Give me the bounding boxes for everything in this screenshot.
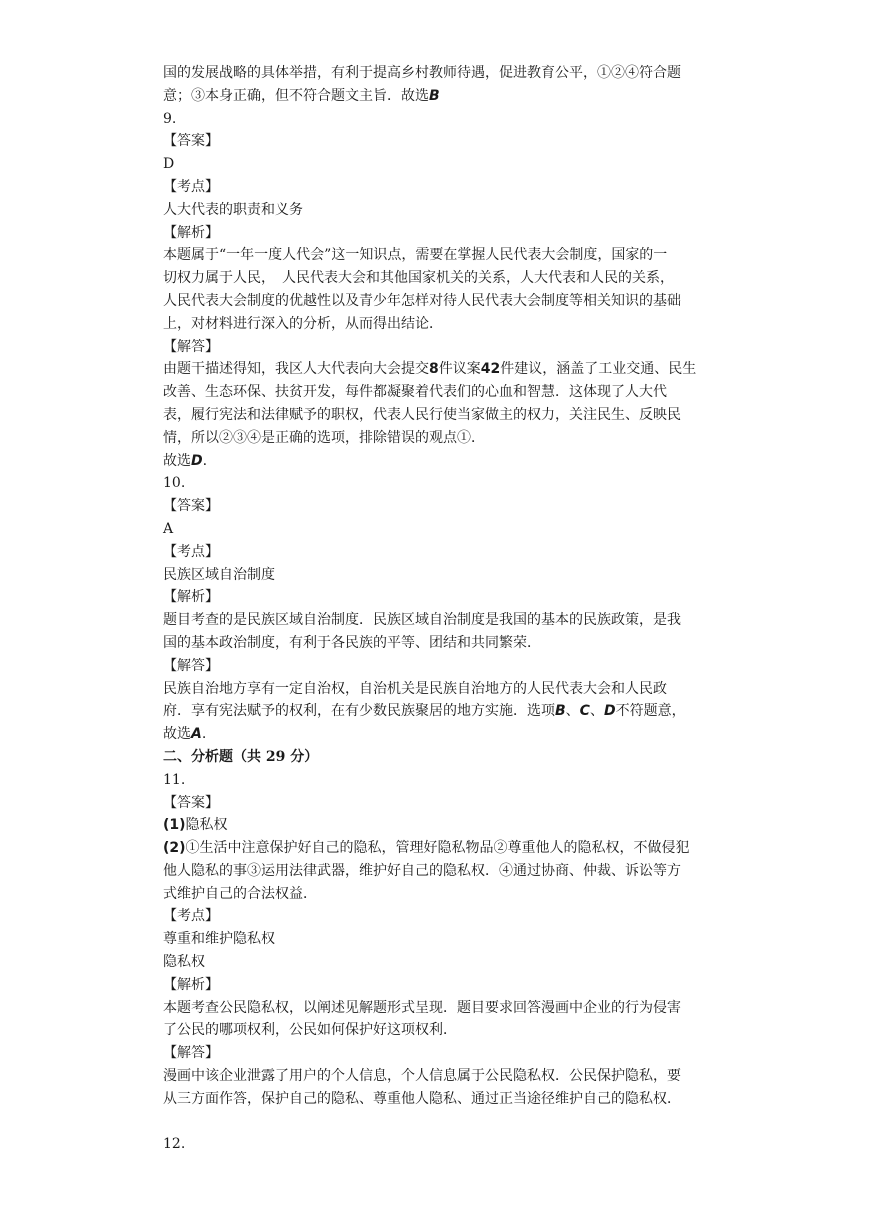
solution-text: 故选 (163, 726, 191, 743)
solution-text: 从三方面作答，保护自己的隐私、尊重他人隐私、通过正当途径维护自己的隐私权． (163, 1090, 681, 1107)
question-number-text: 11. (163, 771, 186, 788)
section-heading (163, 746, 743, 769)
analysis-tag (163, 974, 743, 997)
analysis-tag (163, 222, 743, 245)
text-line (163, 427, 743, 450)
paragraph-text: 国的发展战略的具体举措，有利于提高乡村教师待遇，促进教育公平，①②④符合题 (163, 65, 681, 81)
text-line (163, 244, 743, 267)
analysis-tag-text: 【解析】 (163, 224, 219, 241)
analysis-text: 题目考查的是民族区域自治制度．民族区域自治制度是我国的基本的民族政策，是我 (163, 612, 681, 629)
point-value (163, 951, 743, 974)
text-line (163, 632, 743, 655)
number-text: 8 (429, 361, 439, 378)
analysis-tag-text: 【解析】 (163, 976, 219, 993)
question-number (163, 108, 743, 131)
answer-tag (163, 130, 743, 153)
choice-letter: D (603, 703, 616, 720)
text-line (163, 723, 743, 746)
blank-line (163, 1111, 743, 1134)
point-tag-text: 【考点】 (163, 908, 219, 925)
answer-text: 式维护自己的合法权益． (163, 885, 317, 902)
analysis-text: 本题属于“一年一度人代会”这一知识点，需要在掌握人民代表大会制度，国家的一 (163, 247, 668, 264)
solution-text: . (202, 452, 208, 469)
question-number (163, 769, 743, 792)
solution-tag (163, 1042, 743, 1065)
answer-value (163, 518, 743, 541)
point-value (163, 928, 743, 951)
solution-tag-text: 【解答】 (163, 338, 219, 355)
point-text: 人大代表的职责和义务 (163, 201, 303, 218)
paragraph-text: 意；③本身正确，但不符合题文主旨．故选 (163, 87, 429, 104)
point-tag (163, 541, 743, 564)
solution-text: 改善、生态环保、扶贫开发，每件都凝聚着代表们的心血和智慧．这体现了人大代 (163, 384, 667, 401)
answer-tag-text: 【答案】 (163, 794, 219, 811)
number-text: 42 (480, 361, 501, 378)
text-line (163, 860, 743, 883)
text-line (163, 997, 743, 1020)
answer-text: ①生活中注意保护好自己的隐私，管理好隐私物品②尊重他人的隐私权，不做侵犯 (185, 840, 690, 857)
choice-letter: B (429, 87, 440, 104)
text-line (163, 1088, 743, 1111)
answer-tag (163, 792, 743, 815)
solution-tag-text: 【解答】 (163, 657, 219, 674)
point-tag-text: 【考点】 (163, 543, 219, 560)
answer-text: D (163, 156, 175, 173)
text-line (163, 381, 743, 404)
solution-text: 情，所以②③④是正确的选项，排除错误的观点①． (163, 429, 485, 446)
answer-text: 隐私权 (185, 817, 228, 834)
analysis-text: 人民代表大会制度的优越性以及青少年怎样对待人民代表大会制度等相关知识的基础 (163, 292, 681, 309)
analysis-tag-text: 【解析】 (163, 589, 219, 606)
solution-text: 由题干描述得知，我区人大代表向大会提交 (163, 361, 429, 378)
text-line (163, 290, 743, 313)
point-text: 尊重和维护隐私权 (163, 931, 275, 948)
point-tag (163, 176, 743, 199)
solution-text: 民族自治地方享有一定自治权，自治机关是民族自治地方的人民代表大会和人民政 (163, 680, 667, 697)
solution-tag-text: 【解答】 (163, 1045, 219, 1062)
choice-letter: C (579, 703, 590, 720)
text-line (163, 883, 743, 906)
text-line (163, 700, 743, 723)
analysis-text: 上，对材料进行深入的分析，从而得出结论． (163, 315, 443, 332)
analysis-tag (163, 586, 743, 609)
analysis-text: 本题考查公民隐私权，以阐述见解题形式呈现．题目要求回答漫画中企业的行为侵害 (163, 999, 681, 1016)
point-text: 民族区域自治制度 (163, 566, 275, 583)
question-number-text: 12. (163, 1136, 186, 1153)
text-line (163, 678, 743, 701)
answer-tag-text: 【答案】 (163, 498, 219, 515)
answer-value (163, 814, 743, 837)
text-line (163, 62, 743, 85)
point-text: 隐私权 (163, 954, 205, 971)
document-page (163, 62, 743, 1156)
separator-text: 、 (589, 703, 604, 720)
choice-letter: B (555, 703, 566, 720)
item-marker: (1) (163, 817, 186, 834)
question-number-text: 10. (163, 475, 186, 492)
choice-letter: D (191, 452, 203, 469)
solution-text: 漫画中该企业泄露了用户的个人信息，个人信息属于公民隐私权．公民保护隐私，要 (163, 1068, 681, 1085)
text-line (163, 404, 743, 427)
point-tag-text: 【考点】 (163, 178, 219, 195)
solution-text: 不符题意， (615, 703, 686, 720)
solution-tag (163, 336, 743, 359)
separator-text: 、 (565, 703, 580, 720)
solution-text: 件议案 (438, 361, 481, 378)
question-number (163, 472, 743, 495)
point-tag (163, 905, 743, 928)
choice-letter: A (191, 726, 202, 743)
text-line (163, 450, 743, 473)
question-number (163, 1133, 743, 1156)
text-line (163, 609, 743, 632)
analysis-text: 国的基本政治制度，有利于各民族的平等、团结和共同繁荣． (163, 634, 541, 651)
analysis-text: 了公民的哪项权利，公民如何保护好这项权利． (163, 1022, 457, 1039)
text-line (163, 358, 743, 381)
point-value (163, 199, 743, 222)
analysis-text: 切权力属于人民， 人民代表大会和其他国家机关的关系，人大代表和人民的关系， (163, 270, 674, 287)
solution-text: . (201, 726, 207, 743)
answer-text: 他人隐私的事③运用法律武器，维护好自己的隐私权．④通过协商、仲裁、诉讼等方 (163, 862, 681, 879)
answer-tag-text: 【答案】 (163, 133, 219, 150)
text-line (163, 1019, 743, 1042)
text-line (163, 267, 743, 290)
solution-text: 故选 (163, 452, 191, 469)
text-line (163, 85, 743, 108)
solution-text: 表，履行宪法和法律赋予的职权，代表人民行使当家做主的权力，关注民生、反映民 (163, 406, 681, 423)
item-marker: (2) (163, 840, 186, 857)
answer-text: A (163, 520, 174, 537)
text-line (163, 1065, 743, 1088)
answer-value (163, 153, 743, 176)
solution-text: 件建议，涵盖了工业交通、民生 (500, 361, 697, 378)
point-value (163, 564, 743, 587)
solution-text: 府．享有宪法赋予的权利，在有少数民族聚居的地方实施．选项 (163, 703, 555, 720)
solution-tag (163, 655, 743, 678)
question-number-text: 9. (163, 110, 177, 127)
text-line (163, 313, 743, 336)
answer-tag (163, 495, 743, 518)
section-heading-text: 二、分析题（共 29 分） (163, 748, 319, 765)
answer-value (163, 837, 743, 860)
